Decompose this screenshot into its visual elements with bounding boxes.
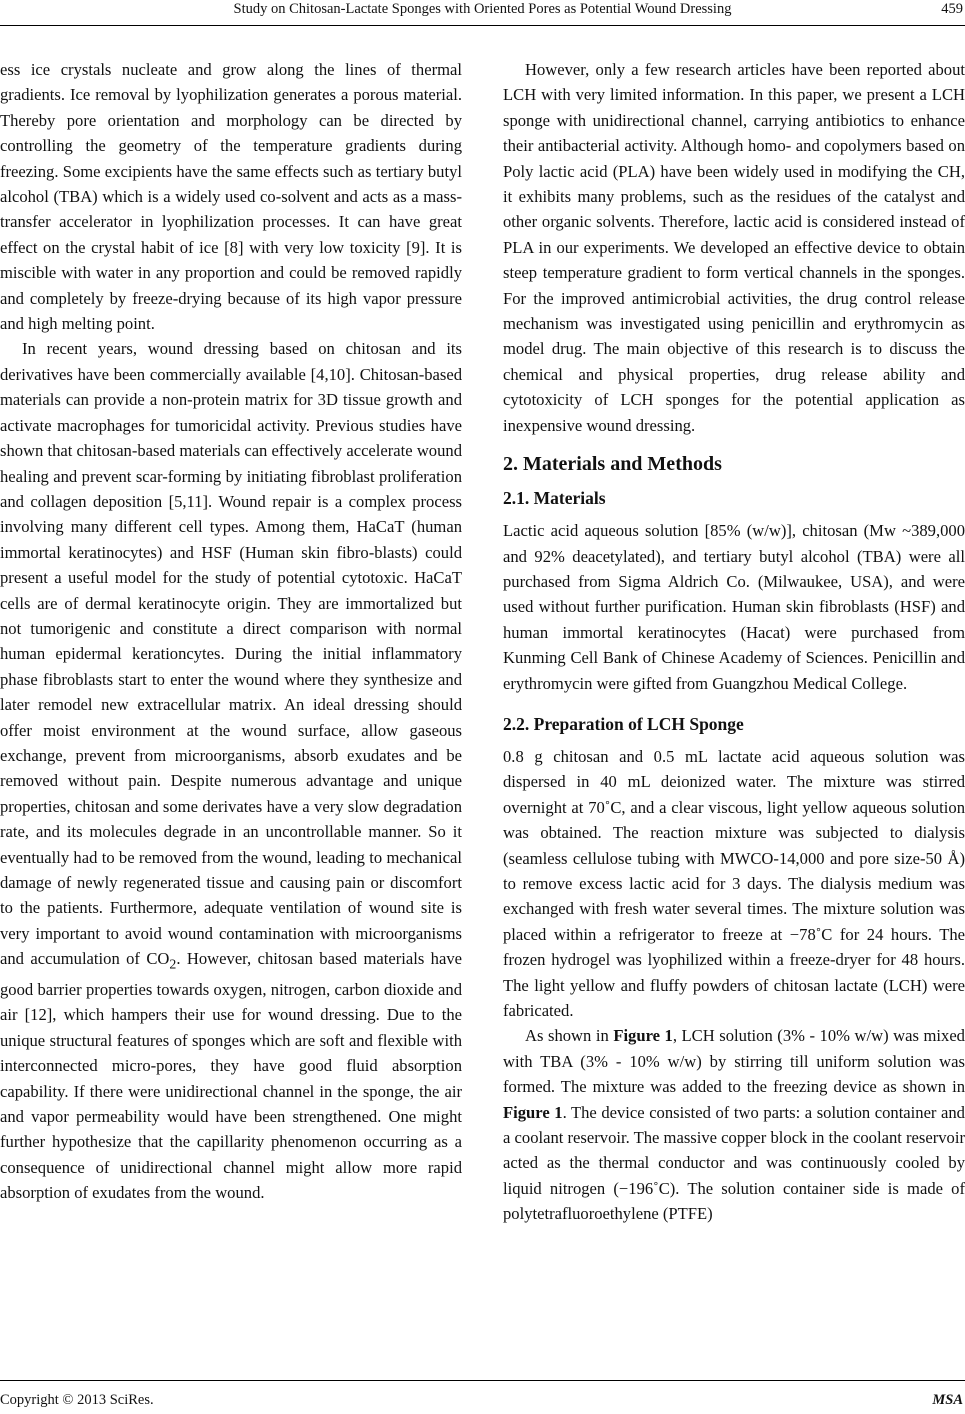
subscript: 2 — [169, 956, 177, 972]
figure-reference[interactable]: Figure 1 — [613, 1026, 673, 1046]
section-heading: 2. Materials and Methods — [503, 453, 722, 476]
right-column — [503, 57, 965, 1227]
page-header — [0, 0, 965, 40]
paragraph-text: . However, chitosan based materials have good barrier properties towards oxygen, nitrogen, carbon dioxide and air [12], which hampers their use for wound dressing. Due to the unique structural features of sponges which are soft and flexible with interconnected micro-pores, they have good fluid absorption capability. If there were unidirectional channel in the sponge, the air and vapor permeability would have been strengthened. One might further hypothesize that the capillarity phenomenon occurring as a consequence of unidirectional channel might allow more rapid absorption of exudates from the wound. — [0, 949, 462, 1203]
paragraph: 0.8 g chitosan and 0.5 mL lactate acid aqueous solution was dispersed in 40 mL deionized water. The mixture was stirred overnight at 70˚C, and a clear viscous, light yellow aqueous solution was obtained. The reaction mixture was subjected to dialysis (seamless cellulose tubing with MWCO-14,000 and pore size-50 Å) to remove excess lactic acid for 3 days. The dialysis medium was exchanged with fresh water several times. The mixture solution was placed within a refrigerator to freeze at −78˚C for 24 hours. The frozen hydrogel was lyophilized within a freeze-dryer for 48 hours. The light yellow and fluffy powders of chitosan lactate (LCH) were fabricated. — [503, 746, 965, 1020]
journal-name: MSA — [932, 1392, 963, 1408]
paragraph: However, only a few research articles have been reported about LCH with very limited information. In this paper, we present a LCH sponge with unidirectional channel, carrying antibiotics to enhance their antibacterial activity. Although homo- and copolymers based on Poly lactic acid (PLA) have been widely used in modifying the CH, it exhibits many problems, such as the residues of the catalyst and other organic solvents. Therefore, lactic acid is considered instead of PLA in our experiments. We developed an effective device to obtain steep temperature gradient to form vertical channels in the sponges. For the improved antimicrobial activities, the drug control release mechanism was investigated using penicillin and erythromycin as model drug. The main objective of this research is to discuss the chemical and physical properties, drug release ability and cytotoxicity of LCH sponges for the potential application as inexpensive wound dressing. — [503, 60, 965, 435]
running-title: Study on Chitosan-Lactate Sponges with Oriented Pores as Potential Wound Dressing — [233, 1, 732, 17]
left-column — [0, 57, 462, 1206]
paragraph-text: In recent years, wound dressing based on chitosan and its derivatives have been commercially available [4,10]. Chitosan-based materials can provide a non-protein matrix for 3D tissue growth and activate macrophages for tumoricidal activity. Previous studies have shown that chitosan-based materials can effectively accelerate wound healing and prevent scar-forming by initiating fibroblast proliferation and collagen deposition [5,11]. Wound repair is a complex process involving many different cell types. Among them, HaCaT (human immortal keratinocytes) and HSF (Human skin fibro-blasts) could present a useful model for the study of potential cytotoxic. HaCaT cells are of dermal keratinocyte origin. They are immortalized but not tumorigenic and constitute a direct comparison with normal human epidermal kerationcytes. During the initial inflammatory phase fibroblasts start to enter the wound where they synthesize and later remodel new extracellular matrix. An ideal dressing should offer moist environment at the wound surface, allow gaseous exchange, prevent from microorganisms, absorb exudates and be removed without pain. Despite numerous advantage and unique properties, chitosan and some derivates have a very slow degradation rate, and its molecules degrade in an uncontrollable manner. So it eventually had to be removed from the wound, leading to mechanical damage of newly regenerated tissue and causing pain or discomfort to the patients. Furthermore, adequate ventilation of wound site is very important to avoid wound contamination with microorganisms and accumulation of CO — [0, 339, 462, 969]
paragraph-text: As shown in — [525, 1026, 614, 1046]
paragraph — [503, 1023, 965, 1226]
page-footer — [0, 1380, 965, 1414]
copyright-notice: Copyright © 2013 SciRes. — [0, 1392, 154, 1408]
footer-rule — [0, 1380, 965, 1381]
paragraph: Lactic acid aqueous solution [85% (w/w)], chitosan (Mw ~389,000 and 92% deacetylated), and tertiary butyl alcohol (TBA) were all purchased from Sigma Aldrich Co. (Milwaukee, USA), and were used without further purification. Human skin fibroblasts (HSF) and human immortal keratinocytes (Hacat) were purchased from Kunming Cell Bank of Chinese Academy of Sciences. Penicillin and erythromycin were gifted from Guangzhou Medical College. — [503, 521, 965, 693]
subsection-heading: 2.1. Materials — [503, 488, 606, 509]
paragraph-text: . The device consisted of two parts: a solution container and a coolant reservoir. The massive copper block in the coolant reservoir acted as the thermal conductor and was continuously cooled by liquid nitrogen (−196˚C). The solution container side is made of polytetrafluoroethylene (PTFE) — [503, 1102, 965, 1224]
page-number: 459 — [941, 1, 963, 17]
paragraph: ess ice crystals nucleate and grow along the lines of thermal gradients. Ice removal by lyophilization generates a porous material. Thereby pore orientation and morphology can be directed by controlling the geometry of the temperature gradients during freezing. Some excipients have the same effects such as tertiary butyl alcohol (TBA) which is a widely used co-solvent and acts as a mass-transfer accelerator in lyophilization processes. It can have great effect on the crystal habit of ice [8] with very low toxicity [9]. It is miscible with water in any proportion and could be removed rapidly and completely by freeze-drying because of its high vapor pressure and high melting point. — [0, 60, 462, 334]
header-rule — [0, 25, 965, 26]
paragraph-text: , LCH solution (3% - 10% w/w) was mixed with TBA (3% - 10% w/w) by stirring till uniform solution was formed. The mixture was added to the freezing device as shown in — [503, 1026, 965, 1097]
paragraph — [0, 336, 462, 1205]
figure-reference[interactable]: Figure 1 — [503, 1102, 563, 1122]
subsection-heading: 2.2. Preparation of LCH Sponge — [503, 713, 744, 734]
